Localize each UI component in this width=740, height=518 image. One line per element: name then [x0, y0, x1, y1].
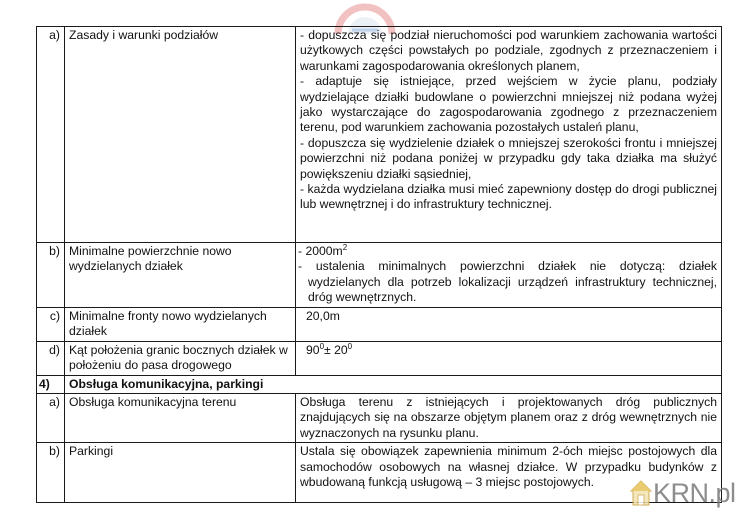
row-index: c) [37, 307, 65, 341]
row-value [296, 27, 722, 243]
table-row [37, 443, 722, 503]
row-index: d) [37, 341, 65, 375]
value-paragraph: - adaptuje się istniejące, przed wejściem w życie planu, podziały wydzielające działki budowlane o powierzchni mniejszej niż podana wyżej jako wystarczające do zagospodarowania zgodnego z przeznaczeniem terenu, pod warunkiem zachowania pozostałych ustaleń planu, [300, 74, 717, 135]
row-value: 20,0m [296, 307, 722, 341]
value-paragraph: - każda wydzielana działka musi mieć zapewniony dostęp do drogi publicznej lub wewnętrznej i do infrastruktury technicznej. [300, 182, 717, 212]
section-index: 4) [37, 375, 65, 393]
row-index: a) [37, 27, 65, 243]
krn-logo-text: KRN.pl [653, 477, 736, 508]
row-value: Obsługa terenu z istniejących i projektowanych dróg publicznych znajdujących się na obszarze objętym planem oraz z dróg wewnętrznych nie wyznaczonych na rysunku planu. [296, 394, 722, 443]
row-index: a) [37, 394, 65, 443]
row-index: b) [37, 443, 65, 503]
row-label: Obsługa komunikacyjna terenu [65, 394, 296, 443]
table-row [37, 394, 722, 443]
table-row [37, 307, 722, 341]
row-label: Parkingi [65, 443, 296, 503]
row-value: Ustala się obowiązek zapewnienia minimum 2-óch miejsc postojowych dla samochodów osobowych na własnej działce. W przypadku budynków z wbudowaną funkcją usługową – 3 miejsc postojowych. [296, 443, 722, 503]
row-label: Zasady i warunki podziałów [65, 27, 296, 243]
section-title: Obsługa komunikacyjna, parkingi [65, 375, 722, 393]
value-paragraph: - dopuszcza się podział nieruchomości pod warunkiem zachowania wartości użytkowych części powstałych po podziale, zgodnych z przeznaczeniem i warunkami zagospodarowania określonych planem, [300, 28, 717, 73]
min-area-value: - $2000m^2$ [298, 242, 348, 258]
row-value: $90^0\pm 20^0$ [296, 341, 722, 375]
table-row [37, 27, 722, 243]
row-index: b) [37, 243, 65, 308]
krn-watermark-logo [630, 478, 736, 508]
row-label: Minimalne powierzchnie nowo wydzielanych działek [65, 243, 296, 308]
value-paragraph: - dopuszcza się wydzielenie działek o mniejszej szerokości frontu i mniejszej powierzchni niż podana poniżej w przypadku gdy taka działka ma służyć powiększeniu działki sąsiedniej, [300, 135, 717, 181]
row-label: Minimalne fronty nowo wydzielanych działek [65, 307, 296, 341]
regulations-table [36, 26, 722, 503]
table-row [37, 243, 722, 308]
table-row [37, 341, 722, 375]
house-icon [630, 480, 652, 506]
row-value [296, 243, 722, 308]
row-label: Kąt położenia granic bocznych działek w położeniu do pasa drogowego [65, 341, 296, 375]
min-area-note: - ustalenia minimalnych powierzchni działek nie dotyczą: działek wydzielanych dla potrzeb lokalizacji urządzeń infrastruktury technicznej, dróg wewnętrznych. [298, 259, 717, 305]
section-row [37, 375, 722, 393]
